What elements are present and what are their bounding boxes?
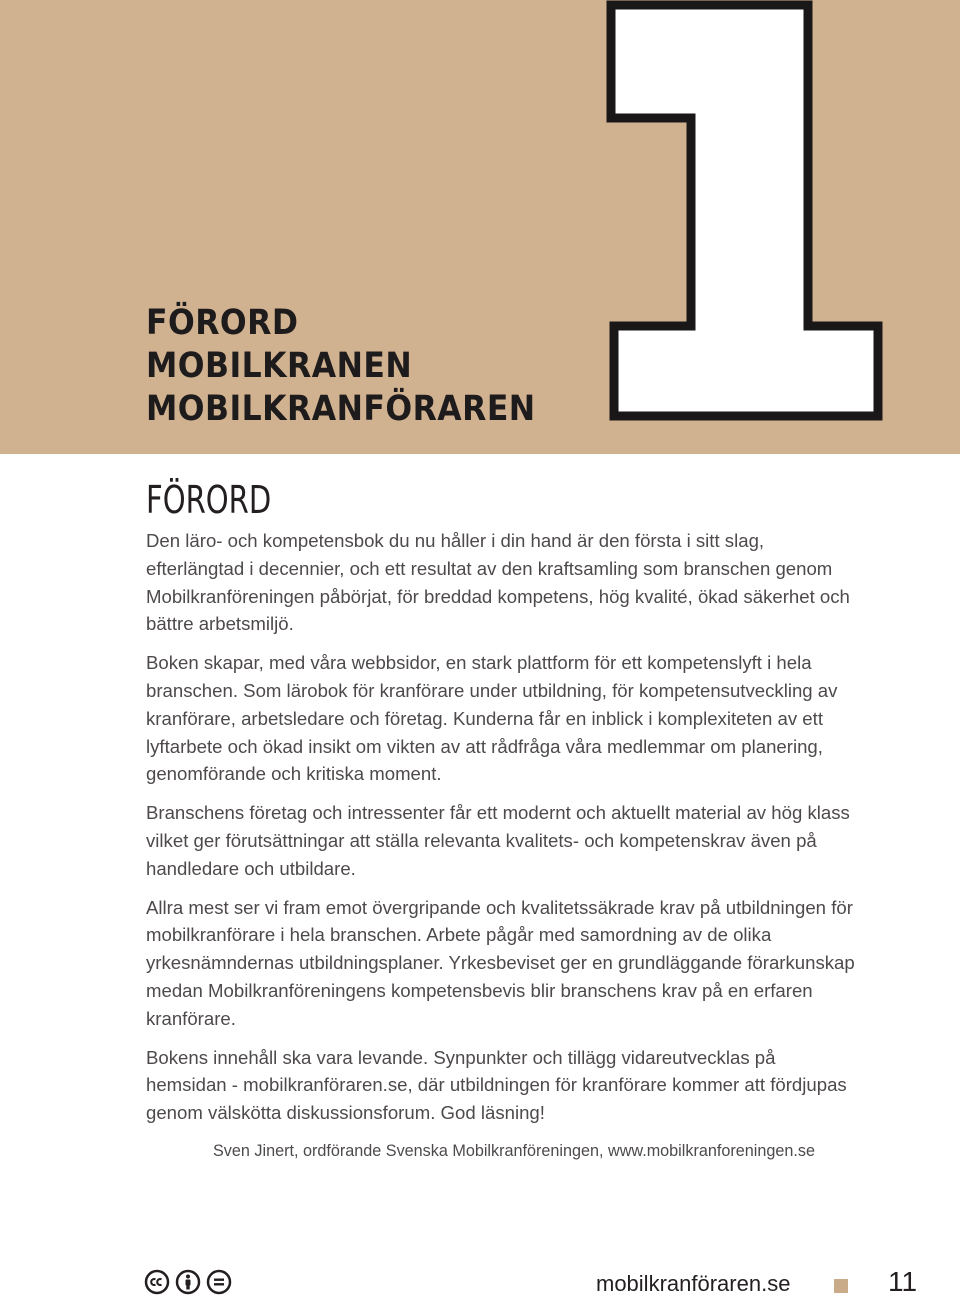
by-icon [175, 1269, 201, 1295]
paragraph-5: Bokens innehåll ska vara levande. Synpunkter och tillägg vidareutvecklas på hemsidan - mobilkranföraren.se, där utbildningen för kranförare kommer att fördjupas genom välskötta diskussionsforum. God läsning! [146, 1046, 847, 1124]
paragraph-2: Boken skapar, med våra webbsidor, en stark plattform för ett kompetenslyft i hela branschen. Som lärobok för kranförare under utbildning, för kompetensutveckling av kranförare, arbetsledare och företag. Kunderna får en inblick i komplexiteten av ett lyftarbete och ökad insikt om vikten av att rådfråga våra medlemmar om planering, genomförande och kritiska moment. [146, 652, 838, 785]
chapter-banner [0, 0, 960, 454]
footer-square [834, 1279, 848, 1293]
chapter-titles [146, 302, 536, 431]
paragraph-1: Den läro- och kompetensbok du nu håller i din hand är den första i sitt slag, efterlängtad i decennier, och ett resultat av den kraftsamling som branschen genom Mobilkranföreningen påbörjat, för breddad kompetens, hög kvalité, ökad säkerhet och bättre arbetsmiljö. [146, 530, 850, 635]
nd-icon [206, 1269, 232, 1295]
chapter-title-3: MOBILKRANFÖRAREN [146, 389, 536, 429]
paragraph-4: Allra mest ser vi fram emot övergripande och kvalitetssäkrade krav på utbildningen för mobilkranförare i hela branschen. Arbete pågår med samordning av de olika yrkesnämndernas utbildningsplaner. Yrkesbeviset ger en grundläggande förarkunskap medan Mobilkranföreningens kompetensbevis blir branschens krav på en erfaren kranförare. [146, 896, 855, 1029]
footer-site-link[interactable]: mobilkranföraren.se [596, 1271, 791, 1296]
foreword-body [146, 527, 861, 1138]
chapter-title-1: FÖRORD [146, 303, 299, 343]
license-icons [144, 1269, 232, 1295]
signature: Sven Jinert, ordförande Svenska Mobilkranföreningen, www.mobilkranforeningen.se [213, 1142, 815, 1160]
cc-icon [144, 1269, 170, 1295]
page-number: 11 [888, 1266, 918, 1297]
section-heading: FÖRORD [146, 478, 272, 522]
chapter-title-2: MOBILKRANEN [146, 346, 413, 386]
paragraph-3: Branschens företag och intressenter får ett modernt och aktuellt material av hög klass vilket ger förutsättningar att ställa relevanta kvalitets- och kompetenskrav även på handledare och utbildare. [146, 802, 850, 879]
chapter-number-graphic [600, 0, 890, 430]
